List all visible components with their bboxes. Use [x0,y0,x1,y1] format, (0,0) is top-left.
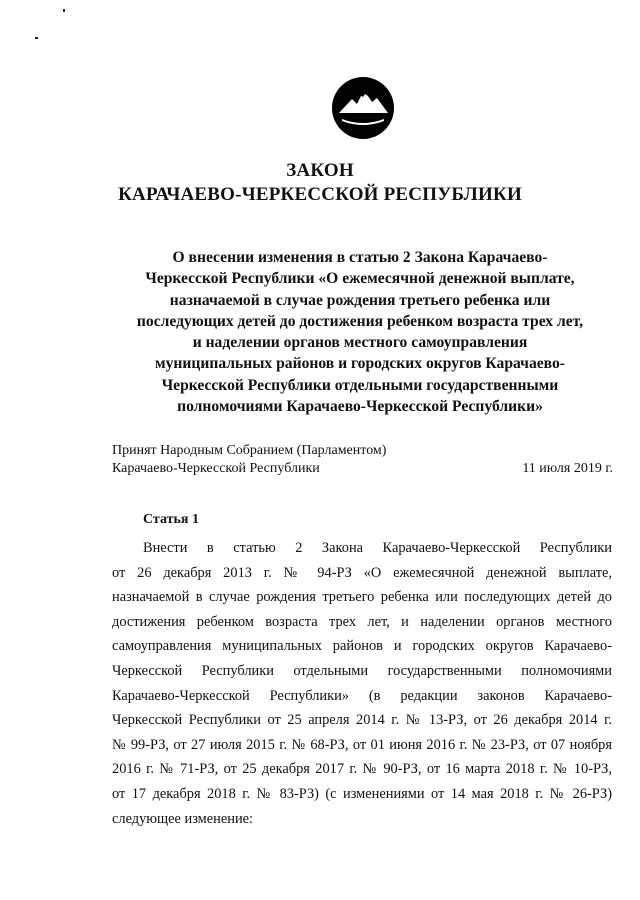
document-subtitle [100,247,620,417]
article-line: № 99-РЗ, от 27 июля 2015 г. № 68-РЗ, от 01 июня 2016 г. № 23-РЗ, от 07 ноября [112,736,612,753]
article-line: Карачаево-Черкесской Республики» (в редакции законов Карачаево- [112,687,612,704]
article-line: от 17 декабря 2018 г. № 83-РЗ) (с изменениями от 14 мая 2018 г. № 26-РЗ) [112,785,612,802]
adoption-republic: Карачаево-Черкесской Республики [112,461,320,476]
article-line: от 26 декабря 2013 г. № 94-РЗ «О ежемесячной денежной выплате, [112,564,612,581]
subtitle-line: Черкесской Республики отдельными государственными [161,376,559,394]
subtitle-line: Черкесской Республики «О ежемесячной денежной выплате, [145,270,575,288]
adoption-note [112,442,386,478]
document-title-republic: КАРАЧАЕВО-ЧЕРКЕССКОЙ РЕСПУБЛИКИ [118,184,522,205]
adoption-date: 11 июля 2019 г. [522,461,613,476]
adoption-body: Принят Народным Собранием (Парламентом) [112,443,387,458]
article-line: Внести в статью 2 Закона Карачаево-Черкесской Республики [143,540,612,556]
article-body [112,536,612,831]
article-heading: Статья 1 [143,512,199,527]
subtitle-line: муниципальных районов и городских округов Карачаево- [155,355,565,373]
article-line: следующее изменение: [112,810,254,827]
document-title: ЗАКОН [286,160,354,181]
subtitle-line: назначаемой в случае рождения третьего ребенка или [169,291,551,309]
subtitle-line: полномочиями Карачаево-Черкесской Республики» [177,398,543,416]
subtitle-line: последующих детей до достижения ребенком возраста трех лет, [136,312,584,330]
subtitle-line: О внесении изменения в статью 2 Закона Карачаево- [172,249,548,266]
article-line: Черкесской Республики от 25 апреля 2014 г. № 13-РЗ, от 26 декабря 2014 г. [112,712,612,729]
article-line: Черкесской Республики отдельными государственными полномочиями [112,662,612,679]
republic-coat-of-arms-icon [330,75,396,141]
subtitle-line: и наделении органов местного самоуправления [192,334,528,352]
article-line: 2016 г. № 71-РЗ, от 25 декабря 2017 г. № 90-РЗ, от 16 марта 2018 г. № 10-РЗ, [112,761,612,778]
article-line: достижения ребенком возраста трех лет, и наделении органов местного [112,613,612,630]
article-line: самоуправления муниципальных районов и городских округов Карачаево- [112,638,612,655]
article-line: назначаемой в случае рождения третьего ребенка или последующих детей до [112,589,612,606]
scan-speck [63,9,65,12]
scan-speck [35,37,38,39]
